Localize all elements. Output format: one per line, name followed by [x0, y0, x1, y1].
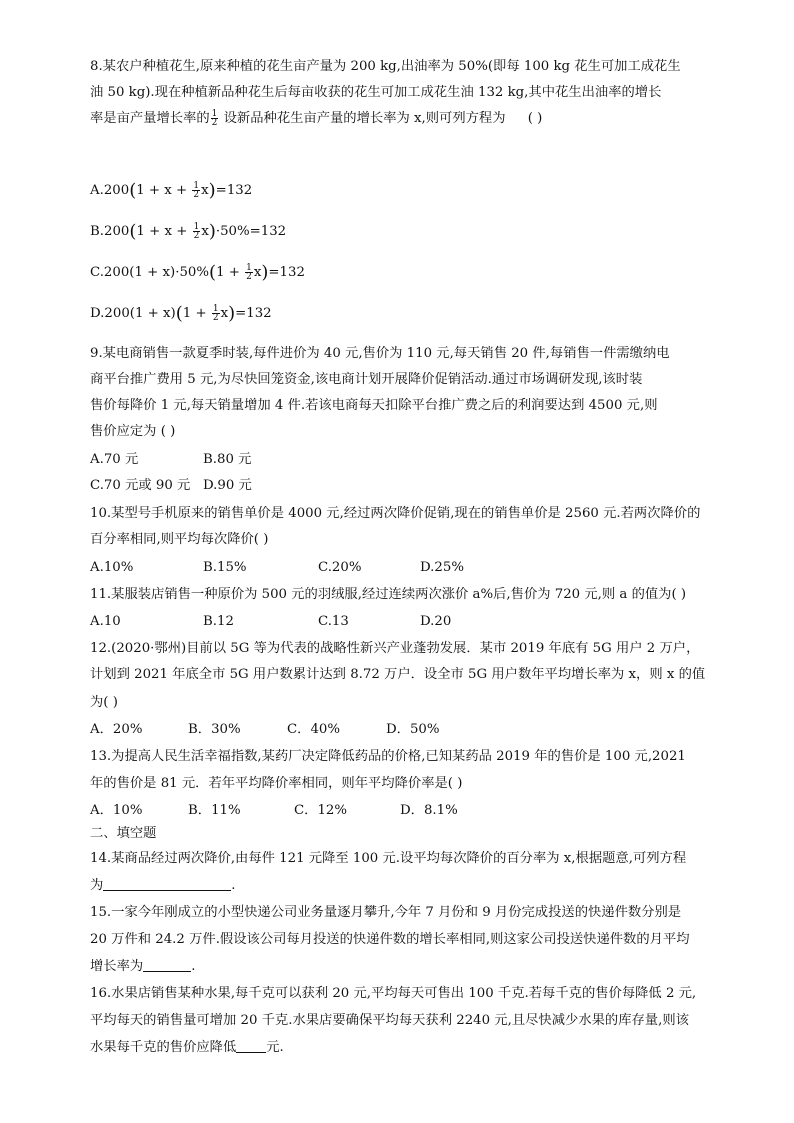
- q13-line-1: 13.为提高人民生活幸福指数,某药厂决定降低药品的价格,已知某药品 2019 年的售价是 100 元,2021: [90, 749, 686, 764]
- q11-option-c[interactable]: C.13: [318, 614, 349, 629]
- q14-line-1: 14.某商品经过两次降价,由每件 121 元降至 100 元.设平均每次降价的百分率为 x,根据题意,可列方程: [90, 851, 687, 866]
- q12-option-c[interactable]: C．40%: [287, 722, 341, 737]
- q8-option-a[interactable]: A.200(1 + x + $\frac{1}{2}$ x)=132: [90, 180, 253, 201]
- q12-option-a[interactable]: A．20%: [90, 722, 143, 737]
- q10-option-b[interactable]: B.15%: [203, 560, 247, 575]
- fraction-one-half: $\frac{1}{2}$: [211, 109, 218, 128]
- q8-line-2: 油 50 kg).现在种植新品种花生后每亩收获的花生可加工成花生油 132 kg,其中花生出油率的增长: [90, 85, 662, 100]
- q15-line-1: 15.一家今年刚成立的小型快递公司业务量逐月攀升,今年 7 月份和 9 月份完成投送的快递件数分别是: [90, 905, 682, 920]
- q9-line-4: 售价应定为 ( ): [90, 424, 176, 439]
- q10-option-d[interactable]: D.25%: [420, 560, 464, 575]
- answer-paren: ( ): [527, 111, 543, 126]
- q10-line-2: 百分率相同,则平均每次降价( ): [90, 532, 269, 547]
- q8-option-d[interactable]: D.200(1 + x)(1 + $\frac{1}{2}$ x)=132: [90, 303, 272, 324]
- q10-line-1: 10.某型号手机原来的销售单价是 4000 元,经过两次降价促销,现在的销售单价是 2560 元.若两次降价的: [90, 506, 701, 521]
- q14-line-2: 为 .: [90, 878, 236, 893]
- q12-line-1: 12.(2020·鄂州)目前以 5G 等为代表的战略性新兴产业蓬勃发展．某市 2019 年底有 5G 用户 2 万户，: [90, 641, 700, 656]
- q11-option-a[interactable]: A.10: [90, 614, 121, 629]
- q12-line-3: 为( ): [90, 695, 118, 710]
- q9-option-b[interactable]: B.80 元: [203, 452, 252, 467]
- q9-option-d[interactable]: D.90 元: [203, 478, 252, 493]
- q11-option-b[interactable]: B.12: [203, 614, 234, 629]
- section-heading: 二、填空题: [90, 826, 157, 841]
- q10-option-a[interactable]: A.10%: [90, 560, 134, 575]
- q16-line-3: 水果每千克的售价应降低 元.: [90, 1040, 284, 1055]
- q11-line-1: 11.某服装店销售一种原价为 500 元的羽绒服,经过连续两次涨价 a%后,售价为 720 元,则 a 的值为( ): [90, 587, 687, 602]
- q8-option-b[interactable]: B.200(1 + x + $\frac{1}{2}$ x)·50%=132: [90, 221, 287, 242]
- q9-line-1: 9.某电商销售一款夏季时装,每件进价为 40 元,售价为 110 元,每天销售 20 件,每销售一件需缴纳电: [90, 346, 670, 361]
- q13-option-b[interactable]: B．11%: [188, 803, 241, 818]
- q15-line-3: 增长率为 .: [90, 959, 196, 974]
- q14-answer-blank[interactable]: [103, 877, 231, 891]
- q15-answer-blank[interactable]: [143, 958, 191, 972]
- q9-option-a[interactable]: A.70 元: [90, 452, 139, 467]
- q9-option-c[interactable]: C.70 元或 90 元: [90, 478, 191, 493]
- q13-option-d[interactable]: D．8.1%: [400, 803, 458, 818]
- q12-option-d[interactable]: D．50%: [386, 722, 440, 737]
- q12-option-b[interactable]: B．30%: [188, 722, 241, 737]
- q13-option-c[interactable]: C．12%: [294, 803, 348, 818]
- q13-option-a[interactable]: A．10%: [90, 803, 143, 818]
- q16-line-2: 平均每天的销售量可增加 20 千克.水果店要确保平均每天获利 2240 元,且尽快减少水果的库存量,则该: [90, 1013, 689, 1028]
- q8-line-3: 率是亩产量增长率的 $\frac{1}{2}$ 设新品种花生亩产量的增长率为 x,则可列方程为 ( ): [90, 109, 543, 128]
- q16-line-1: 16.水果店销售某种水果,每千克可以获利 20 元,平均每天可售出 100 千克.若每千克的售价每降低 2 元,: [90, 986, 697, 1001]
- q11-option-d[interactable]: D.20: [420, 614, 452, 629]
- q9-line-2: 商平台推广费用 5 元,为尽快回笼资金,该电商计划开展降价促销活动.通过市场调研发现,该时装: [90, 372, 643, 387]
- q9-line-3: 售价每降价 1 元,每天销量增加 4 件.若该电商每天扣除平台推广费之后的利润要达到 4500 元,则: [90, 398, 658, 413]
- q15-line-2: 20 万件和 24.2 万件.假设该公司每月投送的快递件数的增长率相同,则这家公司投送快递件数的月平均: [90, 932, 690, 947]
- q8-option-c[interactable]: C.200(1 + x)·50%(1 + $\frac{1}{2}$ x)=132: [90, 262, 305, 283]
- q8-line-1: 8.某农户种植花生,原来种植的花生亩产量为 200 kg,出油率为 50%(即每 100 kg 花生可加工成花生: [90, 59, 681, 74]
- q16-answer-blank[interactable]: [236, 1039, 266, 1053]
- q13-line-2: 年的售价是 81 元．若年平均降价率相同，则年平均降价率是( ): [90, 776, 463, 791]
- q10-option-c[interactable]: C.20%: [318, 560, 362, 575]
- q12-line-2: 计划到 2021 年底全市 5G 用户数累计达到 8.72 万户．设全市 5G 用户数年平均增长率为 x，则 x 的值: [90, 667, 706, 682]
